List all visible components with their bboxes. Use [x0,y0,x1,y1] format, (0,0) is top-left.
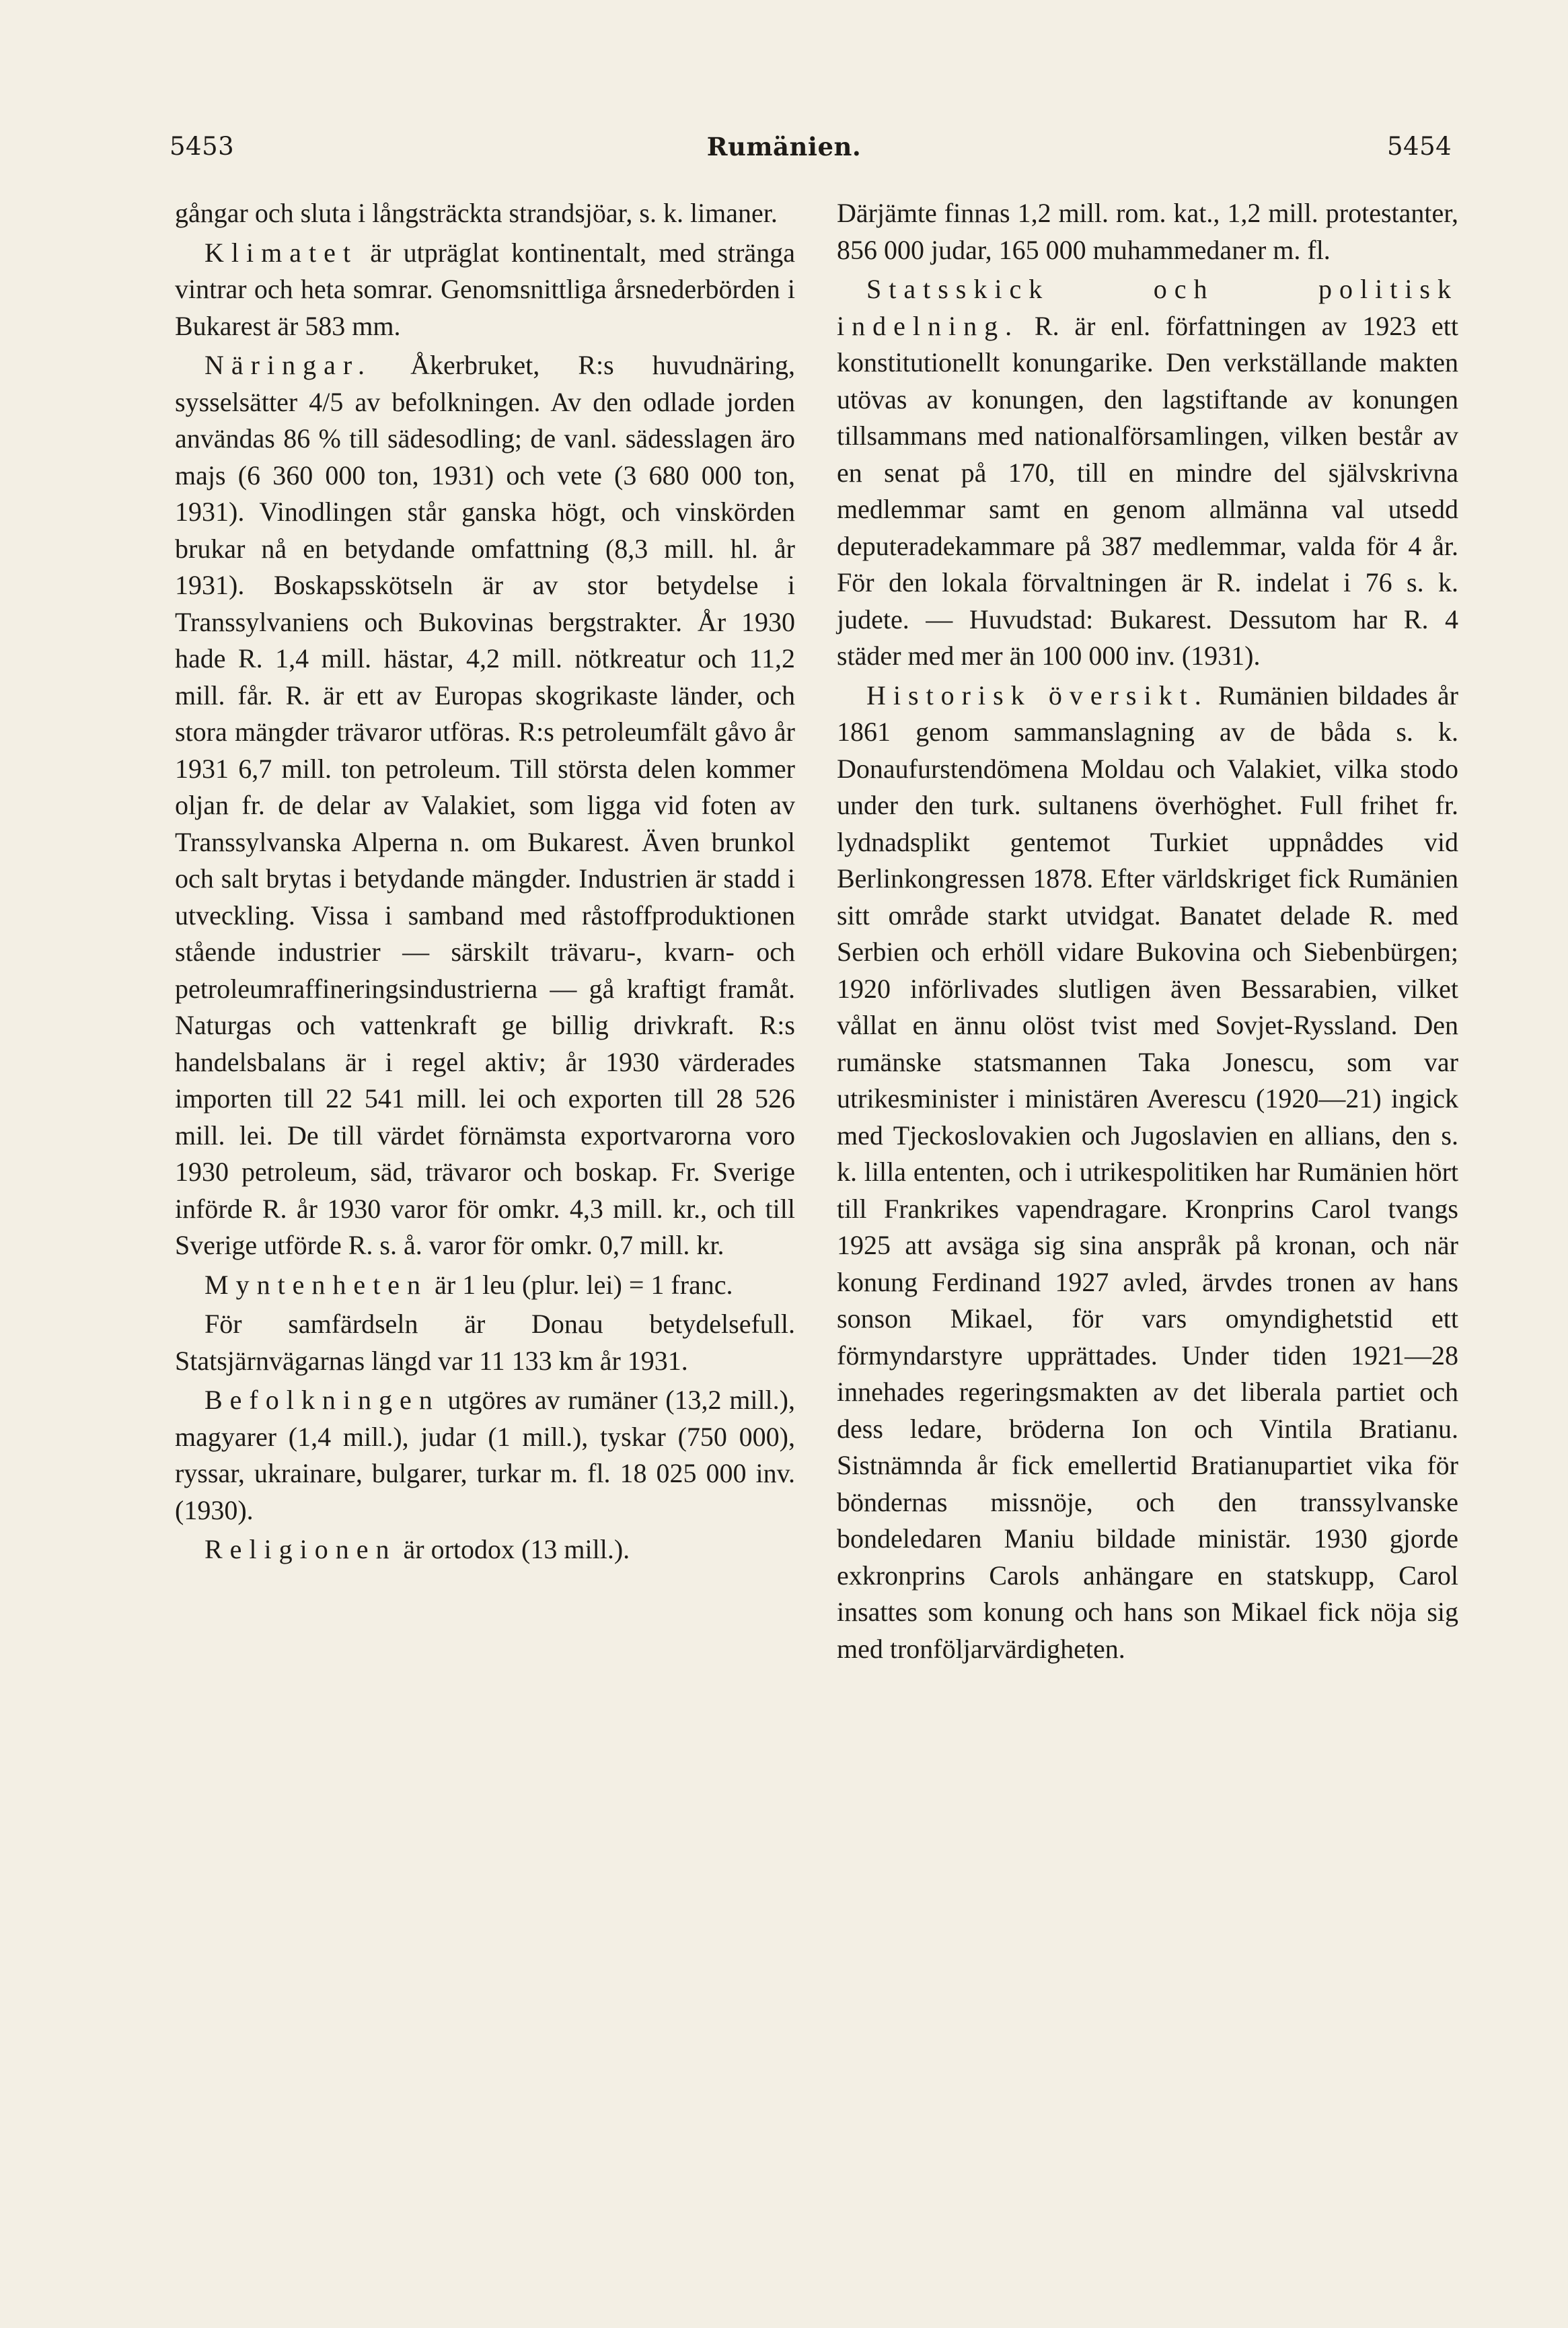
paragraph: Befolkningen utgöres av rumäner (13,2 mill.), magyarer (1,4 mill.), judar (1 mill.), tyskar (750 000), ryssar, ukrainare, bulgarer, turkar m. fl. 18 025 000 inv. (1930). [175,1385,795,1525]
running-title: Rumänien. [706,132,862,161]
spaced-heading: Klimatet [204,237,358,268]
right-page-number: 5454 [1387,132,1452,161]
paragraph: Därjämte finnas 1,2 mill. rom. kat., 1,2 mill. protestanter, 856 000 judar, 165 000 muhammedaner m. fl. [837,198,1458,265]
paragraph: Historisk översikt. Rumänien bildades år 1861 genom sammanslagning av de båda s. k. Donaufurstendömena Moldau och Valakiet, vilka stodo under den turk. sultanens överhöghet. Full frihet fr. lydnadsplikt gentemot Turkiet uppnåddes vid Berlinkongressen 1878. Efter världskriget fick Rumänien sitt område starkt utvidgat. Banatet delade R. med Serbien och erhöll vidare Bukovina och Siebenbürgen; 1920 införlivades slutligen även Bessarabien, vilket vållat en ännu olöst tvist med Sovjet-Ryssland. Den rumänske statsmannen Taka Jonescu, som var utrikesminister i ministären Averescu (1920—21) ingick med Tjeckoslovakien och Jugoslavien en allians, den s. k. lilla ententen, och i utrikespolitiken har Rumänien hört till Frankrikes vapendragare. Kronprins Carol tvangs 1925 att avsäga sig sina anspråk på kronan, och när konung Ferdinand 1927 avled, ärvdes tronen av hans sonson Mikael, för vars omyndighetstid ett förmyndarstyre upprättades. Under tiden 1921—28 innehades regeringsmakten av det liberala partiet och dess ledare, bröderna Ion och Vintila Bratianu. Sistnämnda år fick emellertid Bratianupartiet vika för böndernas missnöje, och den transsylvanske bondeledaren Maniu bildade ministär. 1930 gjorde exkronprins Carols anhängare en statskupp, Carol insattes som konung och hans son Mikael fick nöja sig med tronföljarvärdigheten. [837,680,1458,1664]
paragraph: Statsskick och politisk indelning. R. är enl. författningen av 1923 ett konstitutionellt konungarike. Den verkställande makten utövas av konungen, den lagstiftande av konungen tillsammans med nationalförsamlingen, vilken består av en senat på 170, till en mindre del självskrivna medlemmar samt en genom allmänna val utsedd deputeradekammare på 387 medlemmar, valda för 4 år. För den lokala förvaltningen är R. indelat i 76 s. k. judete. — Huvudstad: Bukarest. Dessutom har R. 4 städer med mer än 100 000 inv. (1931). [837,274,1458,671]
spaced-heading: Historisk översikt. [866,680,1209,711]
left-page-number: 5453 [170,132,235,161]
spaced-heading: Befolkningen [204,1385,440,1415]
paragraph: Näringar. Åkerbruket, R:s huvudnäring, sysselsätter 4/5 av befolkningen. Av den odlade jorden användas 86 % till sädesodling; de vanl. sädesslagen äro majs (6 360 000 ton, 1931) och vete (3 680 000 ton, 1931). Vinodlingen står ganska högt, och vinskörden brukar nå en betydande omfattning (8,3 mill. hl. år 1931). Boskapsskötseln är av stor betydelse i Transsylvaniens och Bukovinas bergstrakter. År 1930 hade R. 1,4 mill. hästar, 4,2 mill. nötkreatur och 11,2 mill. får. R. är ett av Europas skogrikaste länder, och stora mängder trävaror utföras. R:s petroleumfält gåvo år 1931 6,7 mill. ton petroleum. Till största delen kommer oljan fr. de delar av Valakiet, som ligga vid foten av Transsylvanska Alperna n. om Bukarest. Även brunkol och salt brytas i betydande mängder. Industrien är stadd i utveckling. Vissa i samband med råstoffproduktionen stående industrier — särskilt trävaru-, kvarn- och petroleumraffineringsindustrierna — gå kraftigt framåt. Naturgas och vattenkraft ge billig drivkraft. R:s handelsbalans är i regel aktiv; år 1930 värderades importen till 22 541 mill. lei och exporten till 28 526 mill. lei. De till värdet förnämsta exportvarorna voro 1930 petroleum, säd, trävaror och boskap. Fr. Sverige införde R. år 1930 varor för omkr. 4,3 mill. kr., och till Sverige utförde R. s. å. varor för omkr. 0,7 mill. kr. [175,350,795,1260]
paragraph: gångar och sluta i långsträckta strandsjöar, s. k. limaner. [175,198,778,228]
right-text-column [837,195,1458,1667]
paragraph: Myntenheten är 1 leu (plur. lei) = 1 franc. [204,1269,733,1300]
spaced-heading: Statsskick och politisk indelning. [837,274,1458,341]
paragraph: För samfärdseln är Donau betydelsefull. Statsjärnvägarnas längd var 11 133 km år 1931. [175,1309,795,1376]
spaced-heading: Näringar. [204,350,372,380]
left-text-column [175,195,795,1568]
paragraph: Klimatet är utpräglat kontinentalt, med stränga vintrar och heta somrar. Genomsnittliga årsnederbörden i Bukarest är 583 mm. [175,237,795,341]
paragraph: Religionen är ortodox (13 mill.). [204,1534,630,1564]
spaced-heading: Myntenheten [204,1269,428,1300]
spaced-heading: Religionen [204,1534,397,1564]
